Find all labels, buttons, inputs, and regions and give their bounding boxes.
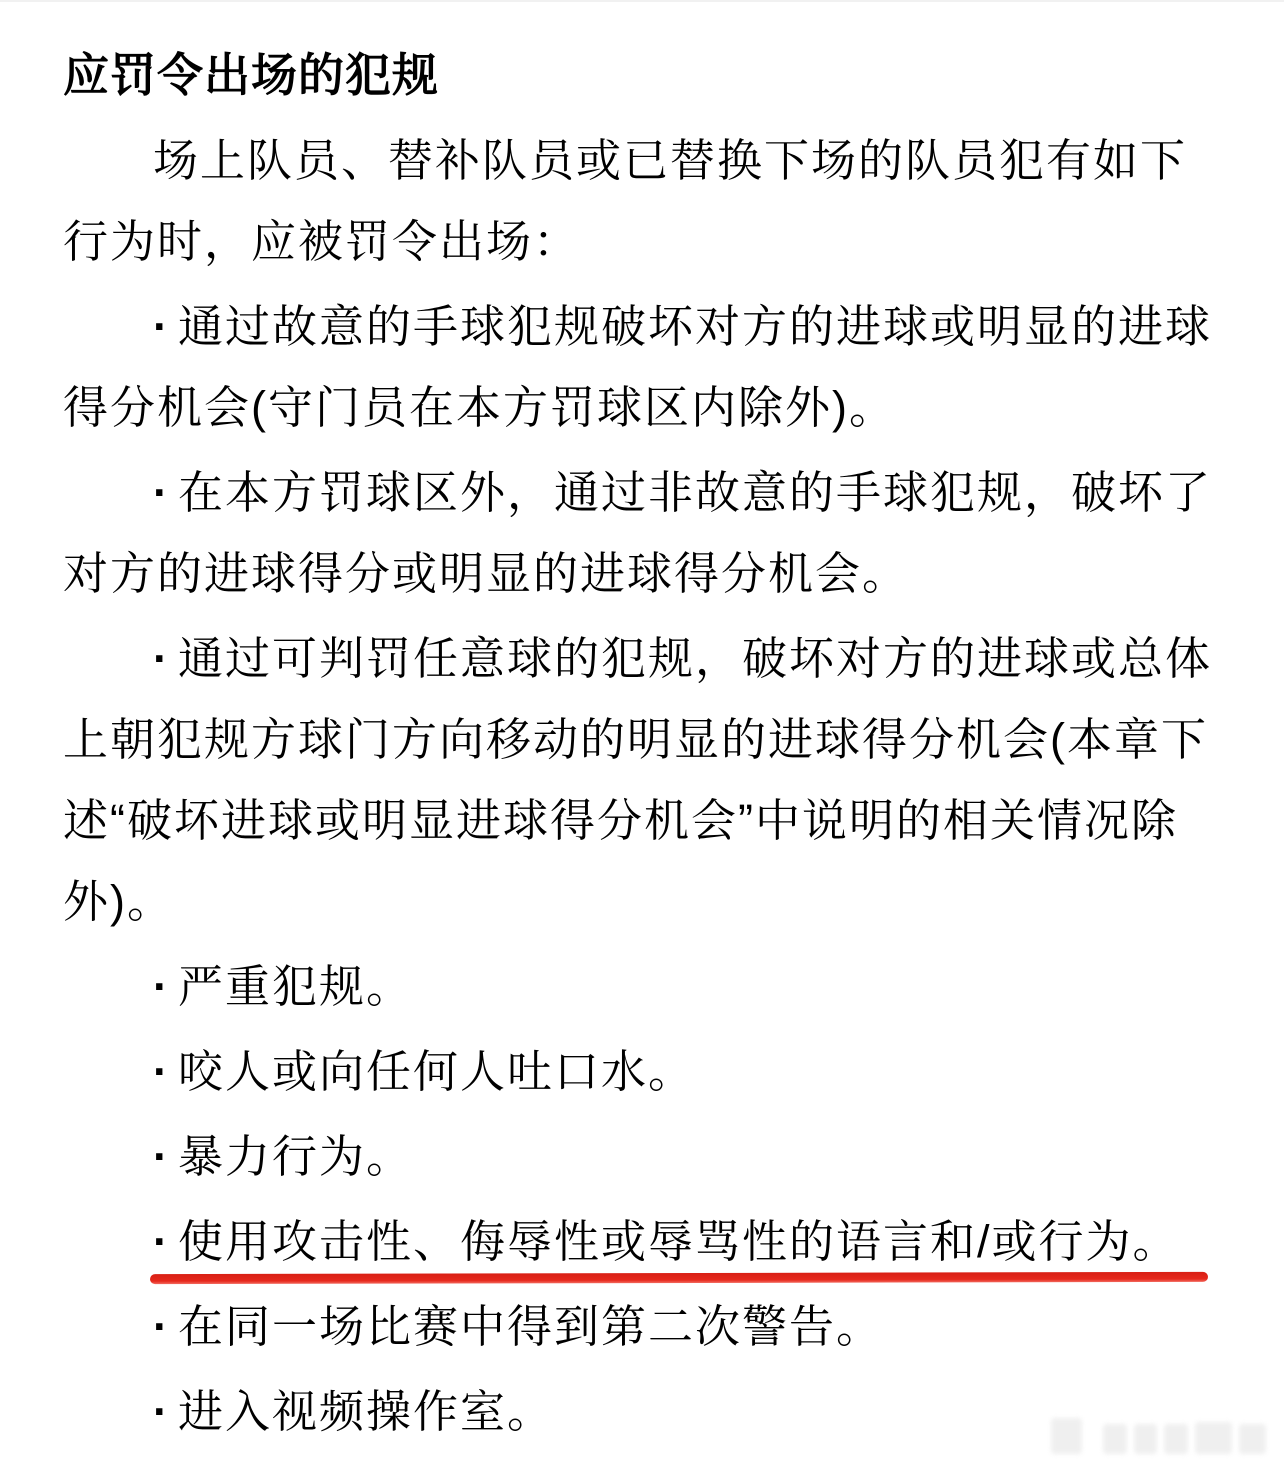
red-underline-highlight <box>150 1272 1208 1284</box>
bullet-item-serious-foul <box>63 946 1218 1027</box>
bullet-item-free-kick-foul <box>63 618 1218 699</box>
bullet-item-handball-outside-area <box>63 452 1218 533</box>
bullet-continuation: 上朝犯规方球门方向移动的明显的进球得分机会(本章下 <box>63 714 1208 765</box>
bullet-text: 使用攻击性、侮辱性或辱骂性的语言和/或行为。 <box>178 1216 1180 1267</box>
intro-line-1: 场上队员、替补队员或已替换下场的队员犯有如下 <box>153 135 1188 186</box>
bullet-text: 进入视频操作室。 <box>178 1386 555 1437</box>
bullet-text: 暴力行为。 <box>178 1131 414 1182</box>
watermark-glyph <box>1134 1424 1158 1454</box>
bullet-item-offensive-language <box>63 1201 1218 1282</box>
watermark-glyph <box>1164 1424 1188 1454</box>
watermark-glyph <box>1195 1422 1231 1454</box>
watermark-glyph <box>1103 1424 1127 1454</box>
bullet-item-biting-spitting <box>63 1031 1218 1112</box>
bullet-item-violent-conduct <box>63 1116 1218 1197</box>
bullet-continuation: 得分机会(守门员在本方罚球区内除外)。 <box>63 382 896 433</box>
bullet-dot-icon: · <box>153 301 170 352</box>
intro-line-2: 行为时，应被罚令出场： <box>63 216 581 267</box>
bullet-text: 严重犯规。 <box>178 961 414 1012</box>
bullet-text: 通过可判罚任意球的犯规，破坏对方的进球或总体 <box>178 633 1213 684</box>
bullet-continuation: 对方的进球得分或明显的进球得分机会。 <box>63 548 910 599</box>
bullet-text: 通过故意的手球犯规破坏对方的进球或明显的进球 <box>178 301 1213 352</box>
bullet-dot-icon: · <box>153 961 170 1012</box>
bullet-continuation: 述“破坏进球或明显进球得分机会”中说明的相关情况除 <box>63 795 1178 846</box>
bullet-text: 咬人或向任何人吐口水。 <box>178 1046 696 1097</box>
bullet-dot-icon: · <box>153 1386 170 1437</box>
watermark <box>1051 1410 1266 1454</box>
bullet-dot-icon: · <box>153 633 170 684</box>
bullet-item-second-caution <box>63 1286 1218 1367</box>
watermark-glyph <box>1051 1418 1082 1454</box>
bullet-dot-icon: · <box>153 467 170 518</box>
bullet-item-video-operation-room <box>63 1371 1218 1452</box>
bullet-dot-icon: · <box>153 1131 170 1182</box>
bullet-dot-icon: · <box>153 1216 170 1267</box>
bullet-dot-icon: · <box>153 1046 170 1097</box>
bullet-dot-icon: · <box>153 1301 170 1352</box>
bullet-continuation: 外)。 <box>63 876 174 927</box>
page-title: 应罚令出场的犯规 <box>63 49 439 101</box>
bullet-text: 在本方罚球区外，通过非故意的手球犯规，破坏了 <box>178 467 1213 518</box>
watermark-glyph <box>1239 1424 1266 1454</box>
bullet-item-handball-deliberate <box>63 286 1218 367</box>
bullet-text: 在同一场比赛中得到第二次警告。 <box>178 1301 884 1352</box>
